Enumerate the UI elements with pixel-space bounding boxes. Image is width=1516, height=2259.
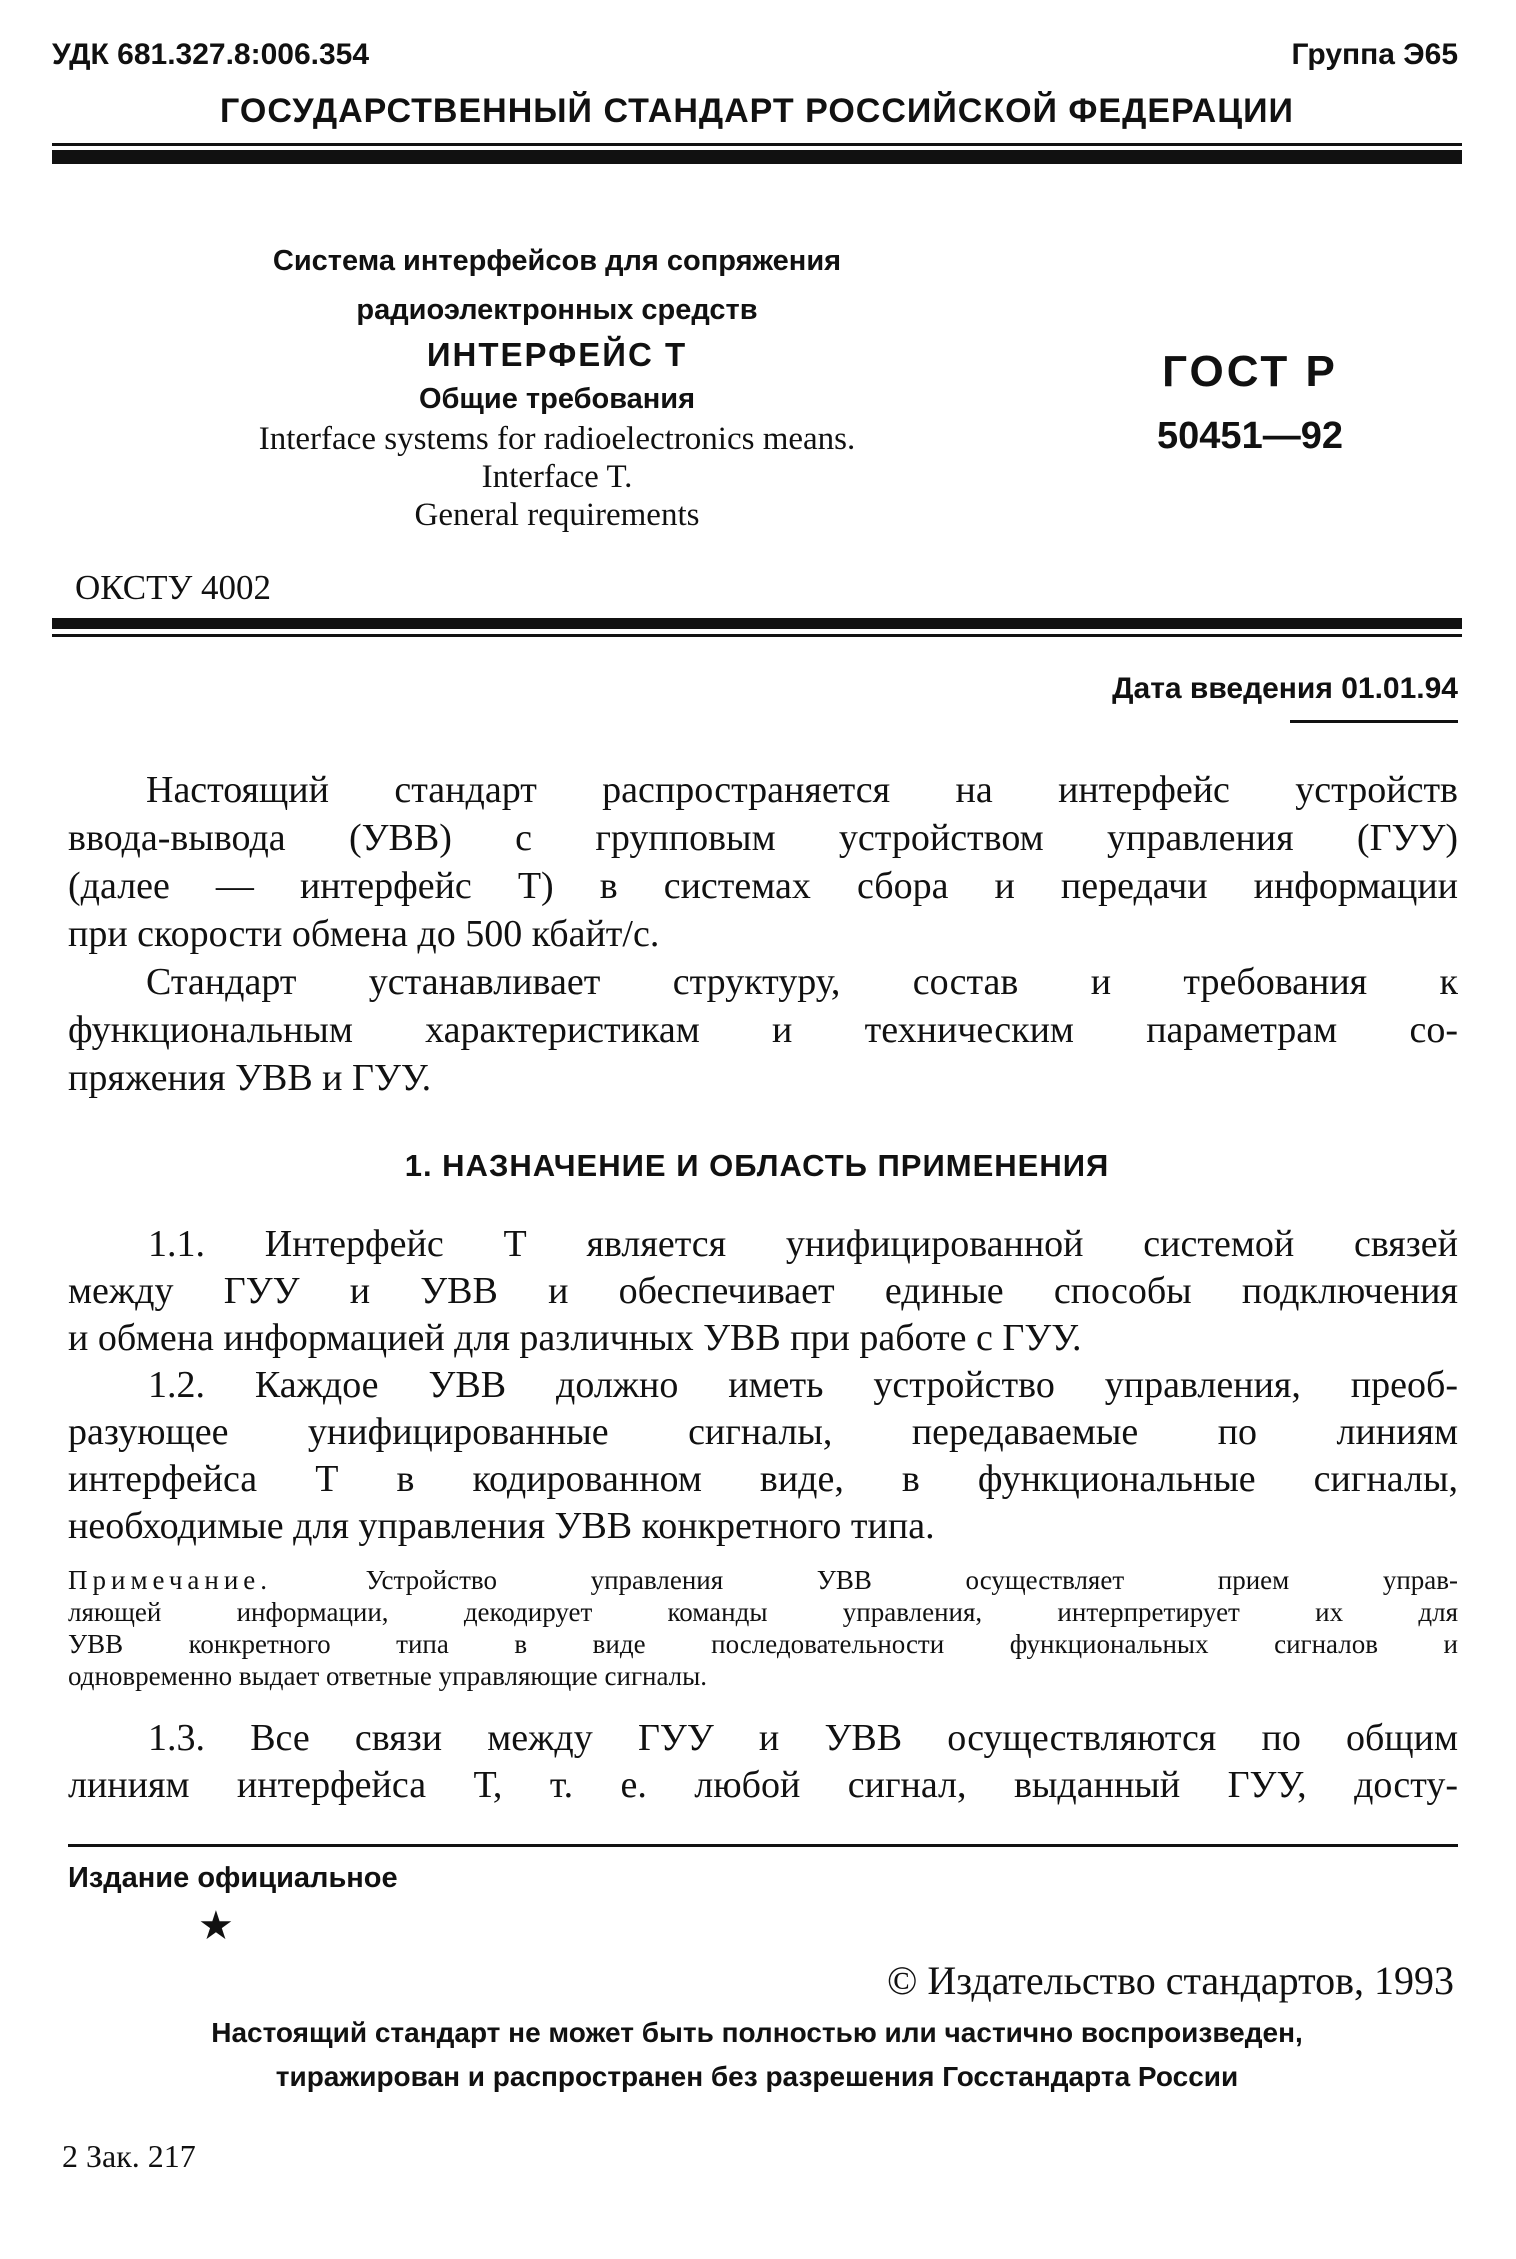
paragraph-1-3-line: 1.3. Все связи между ГУУ и УВВ осуществляются по общим [148,1717,1458,1759]
group-code: Группа Э65 [1291,38,1458,71]
official-edition: Издание официальное [68,1862,398,1894]
copyright-icon: © [886,1958,918,2003]
standard-name: ИНТЕРФЕЙС Т [426,336,688,373]
intro-p2-line: пряжения УВВ и ГУУ. [68,1057,432,1099]
note-line-1 [68,1565,1458,1596]
note-line: УВВ конкретного типа в виде последовательности функциональных сигналов и [68,1629,1458,1659]
copyright-text: Издательство стандартов, 1993 [927,1958,1454,2003]
intro-p2-line: Стандарт устанавливает структуру, состав и требования к [146,961,1458,1003]
title-en-line1: Interface systems for radioelectronics means. [258,421,856,457]
note-label: Примечание. [68,1565,273,1595]
gost-label: ГОСТ Р [1162,347,1338,396]
title-ru-line2: радиоэлектронных средств [356,294,758,326]
section-heading: 1. НАЗНАЧЕНИЕ И ОБЛАСТЬ ПРИМЕНЕНИЯ [404,1148,1110,1183]
paragraph-1-1-line: между ГУУ и УВВ и обеспечивает единые способы подключения [68,1270,1458,1312]
header-rule-thick [52,150,1462,164]
intro-p1-line: ввода-вывода (УВВ) с групповым устройством управления (ГУУ) [68,817,1458,859]
title-rule-thin [52,634,1462,637]
note-line: одновременно выдает ответные управляющие сигналы. [68,1661,708,1691]
paragraph-1-1-line: 1.1. Интерфейс Т является унифицированной системой связей [148,1223,1458,1265]
intro-p1-line: при скорости обмена до 500 кбайт/с. [68,913,660,955]
udk-code: УДК 681.327.8:006.354 [52,38,370,71]
note-line: ляющей информации, декодирует команды управления, интерпретирует их для [68,1597,1458,1627]
paragraph-1-3 [68,1716,1458,1816]
paragraph-1-1-line: и обмена информацией для различных УВВ при работе с ГУУ. [68,1317,1082,1359]
paragraph-1-3-line: линиям интерфейса Т, т. е. любой сигнал, выданный ГУУ, досту- [68,1764,1458,1806]
title-subtitle: Общие требования [418,383,696,415]
paragraph-1-2-line: интерфейса Т в кодированном виде, в функциональные сигналы, [68,1458,1458,1500]
intro-p1-line: (далее — интерфейс Т) в системах сбора и передачи информации [68,865,1458,907]
section-text [68,1222,1458,1552]
footer-rule [68,1844,1458,1847]
gost-number: 50451—92 [1157,415,1343,457]
paragraph-1-2-line: 1.2. Каждое УВВ должно иметь устройство управления, преоб- [148,1364,1458,1406]
title-ru-line1: Система интерфейсов для сопряжения [272,245,842,277]
copyright-notice-line2: тиражирован и распространен без разрешения Госстандарта России [275,2061,1239,2092]
star-icon: ★ [198,1903,234,1948]
intro-date-underline [1290,720,1458,723]
okstu-code: ОКСТУ 4002 [75,568,272,607]
title-en-line3: General requirements [414,497,700,533]
note-text: Устройство управления УВВ осуществляет прием управ- [365,1565,1459,1595]
intro-text [68,768,1458,1108]
copyright-line [887,1957,1454,2004]
order-number: 2 Зак. 217 [62,2138,196,2174]
note-block [68,1565,1458,1695]
title-en-line2: Interface T. [481,459,633,495]
intro-p2-line: функциональным характеристикам и техническим параметрам со- [68,1009,1458,1051]
intro-p1-line: Настоящий стандарт распространяется на интерфейс устройств [146,769,1458,811]
intro-date: Дата введения 01.01.94 [1112,672,1458,705]
state-standard-heading: ГОСУДАРСТВЕННЫЙ СТАНДАРТ РОССИЙСКОЙ ФЕДЕРАЦИИ [220,92,1294,130]
title-rule-thick [52,618,1462,629]
paragraph-1-2-line: разующее унифицированные сигналы, передаваемые по линиям [68,1411,1458,1453]
copyright-notice-line1: Настоящий стандарт не может быть полностью или частично воспроизведен, [211,2017,1303,2048]
paragraph-1-2-line: необходимые для управления УВВ конкретного типа. [68,1505,935,1547]
header-rule-thin [52,143,1462,146]
